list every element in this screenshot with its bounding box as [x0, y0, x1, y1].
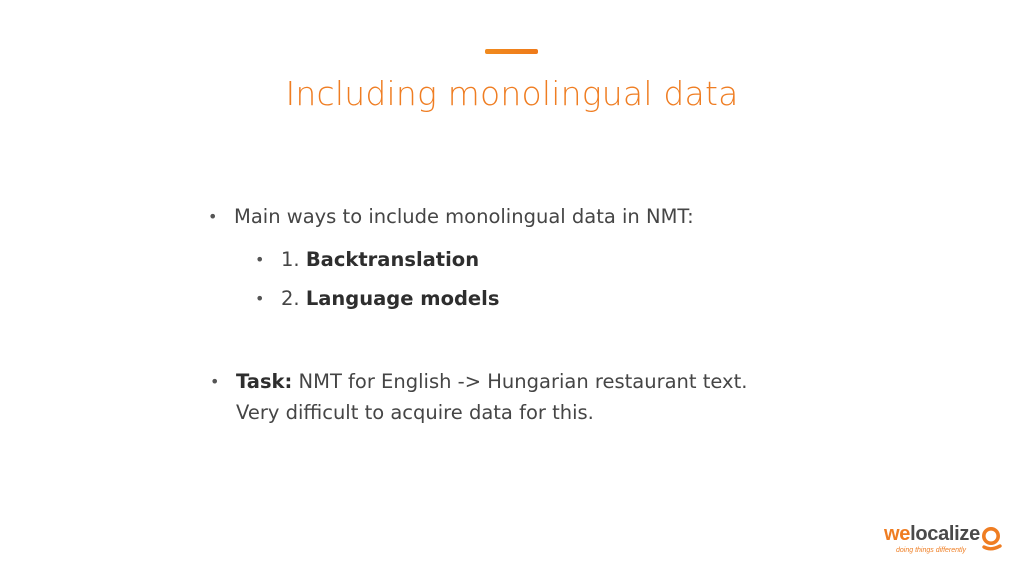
bullet-bold-text: Task: — [236, 370, 293, 393]
bullet-marker: • — [255, 250, 265, 269]
bullet-prefix: 1. — [281, 248, 306, 271]
bullet-task — [210, 370, 748, 394]
logo-word-accent: we — [884, 523, 911, 545]
bullet-bold-text: Backtranslation — [305, 248, 480, 271]
logo-word-rest: localize — [910, 523, 980, 545]
bullet-text: NMT for English -> Hungarian restaurant text. — [292, 370, 748, 393]
bullet-bold-text: Language models — [305, 287, 500, 310]
bullet-marker: • — [255, 289, 265, 308]
bullet-marker: • — [208, 207, 218, 226]
welocalize-q-icon — [980, 526, 1004, 552]
bullet-task-continuation: Very difficult to acquire data for this. — [236, 401, 594, 424]
bullet-marker: • — [210, 372, 220, 391]
bullet-language-models — [255, 287, 500, 311]
bullet-main-ways — [208, 205, 694, 229]
bullet-prefix: 2. — [281, 287, 306, 310]
logo-tagline: doing things differently — [896, 547, 967, 554]
slide-title: Including monolingual data — [285, 74, 739, 113]
logo-wordmark — [884, 523, 980, 545]
bullet-text: Main ways to include monolingual data in NMT: — [234, 205, 694, 228]
welocalize-logo — [884, 523, 1004, 563]
bullet-backtranslation — [255, 248, 480, 272]
